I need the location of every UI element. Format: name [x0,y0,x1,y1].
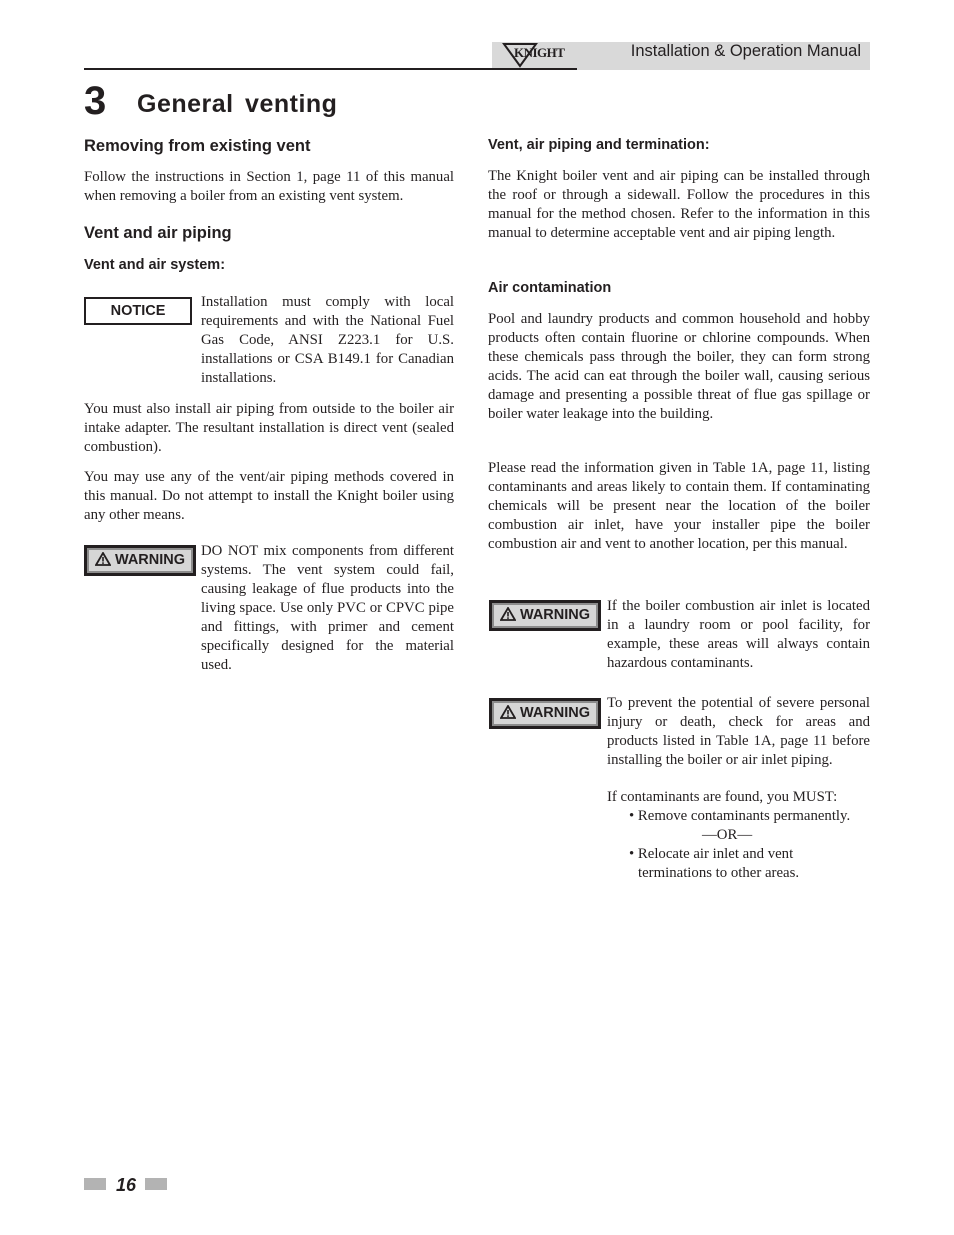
bullet-remove: • Remove contaminants permanently. [629,808,851,824]
warning-badge-injury [489,698,601,729]
warning-text-mixing: DO NOT mix components from different systems. The vent system could fail, causing leakage of flue products into the living space. Use only PVC or CPVC pipe and fittings, with primer and cement specifically designed for the material used. [201,543,454,673]
warning-text-laundry: If the boiler combustion air inlet is located in a laundry room or pool facility, for example, these areas will always contain hazardous contaminants. [607,598,870,671]
warning-triangle-icon [500,607,516,621]
or-separator: —OR— [702,827,753,843]
warning-triangle-icon [95,552,111,566]
air-piping-paragraph: You must also install air piping from outside to the boiler air intake adapter. The resultant installation is direct vent (sealed combustion). [84,401,454,455]
warning-badge-laundry [489,600,601,631]
contaminant-actions [607,788,870,883]
page-number: 16 [116,1175,137,1195]
contamination-heading: Air contamination [488,280,612,296]
table-reference-text: Please read the information given in Table 1A, page 11, listing contaminants and areas likely to contain them. If contaminating chemicals will be present near the location of the boiler combustion air inlet, have your installer pipe the boiler combustion air and vent to another location, per this manual. [488,460,870,552]
section-number: 3 [84,79,107,123]
warning-text-injury: To prevent the potential of severe personal injury or death, check for areas and products listed in Table 1A, page 11 before installing the boiler or air inlet piping. [607,695,870,768]
bullet-relocate-cont: terminations to other areas. [638,865,800,881]
knight-logo-text: KNIGHT [514,45,565,60]
manual-title: Installation & Operation Manual [630,42,861,60]
piping-methods-paragraph: You may use any of the vent/air piping methods covered in this manual. Do not attempt to install the Knight boiler using any other means. [84,469,454,523]
removing-heading: Removing from existing vent [84,137,311,155]
warning-label: WARNING [519,607,591,623]
termination-heading: Vent, air piping and termination: [488,137,710,153]
bullet-relocate: • Relocate air inlet and vent [629,846,794,862]
section-title: General venting [137,90,338,118]
warning-badge-mixing [84,545,196,576]
vent-air-heading: Vent and air piping [84,224,232,242]
must-intro: If contaminants are found, you MUST: [607,789,838,805]
termination-text: The Knight boiler vent and air piping can be installed through the roof or through a sidewall. Follow the procedures in this manual for the method chosen. Refer to the information in this manual to determine acceptable vent and air piping length. [488,168,870,241]
removing-text: Follow the instructions in Section 1, page 11 of this manual when removing a boiler from an existing vent system. [84,169,454,204]
footer-bar-left [84,1178,106,1190]
warning-triangle-icon [500,705,516,719]
warning-label: WARNING [519,705,591,721]
contamination-text: Pool and laundry products and common household and hobby products often contain fluorine or chlorine compounds. When these chemicals pass through the boiler, they can form strong acids. The acid can eat through the boiler wall, causing serious damage and presenting a possible threat of flue gas spillage or boiler water leakage into the building. [488,311,870,422]
vent-air-system-heading: Vent and air system: [84,257,226,273]
footer-bar-right [145,1178,167,1190]
notice-label: NOTICE [84,297,192,325]
notice-text: Installation must comply with local requirements and with the National Fuel Gas Code, ANSI Z223.1 for U.S. installations or CSA B149.1 for Canadian installations. [201,294,454,386]
warning-label: WARNING [114,552,186,568]
